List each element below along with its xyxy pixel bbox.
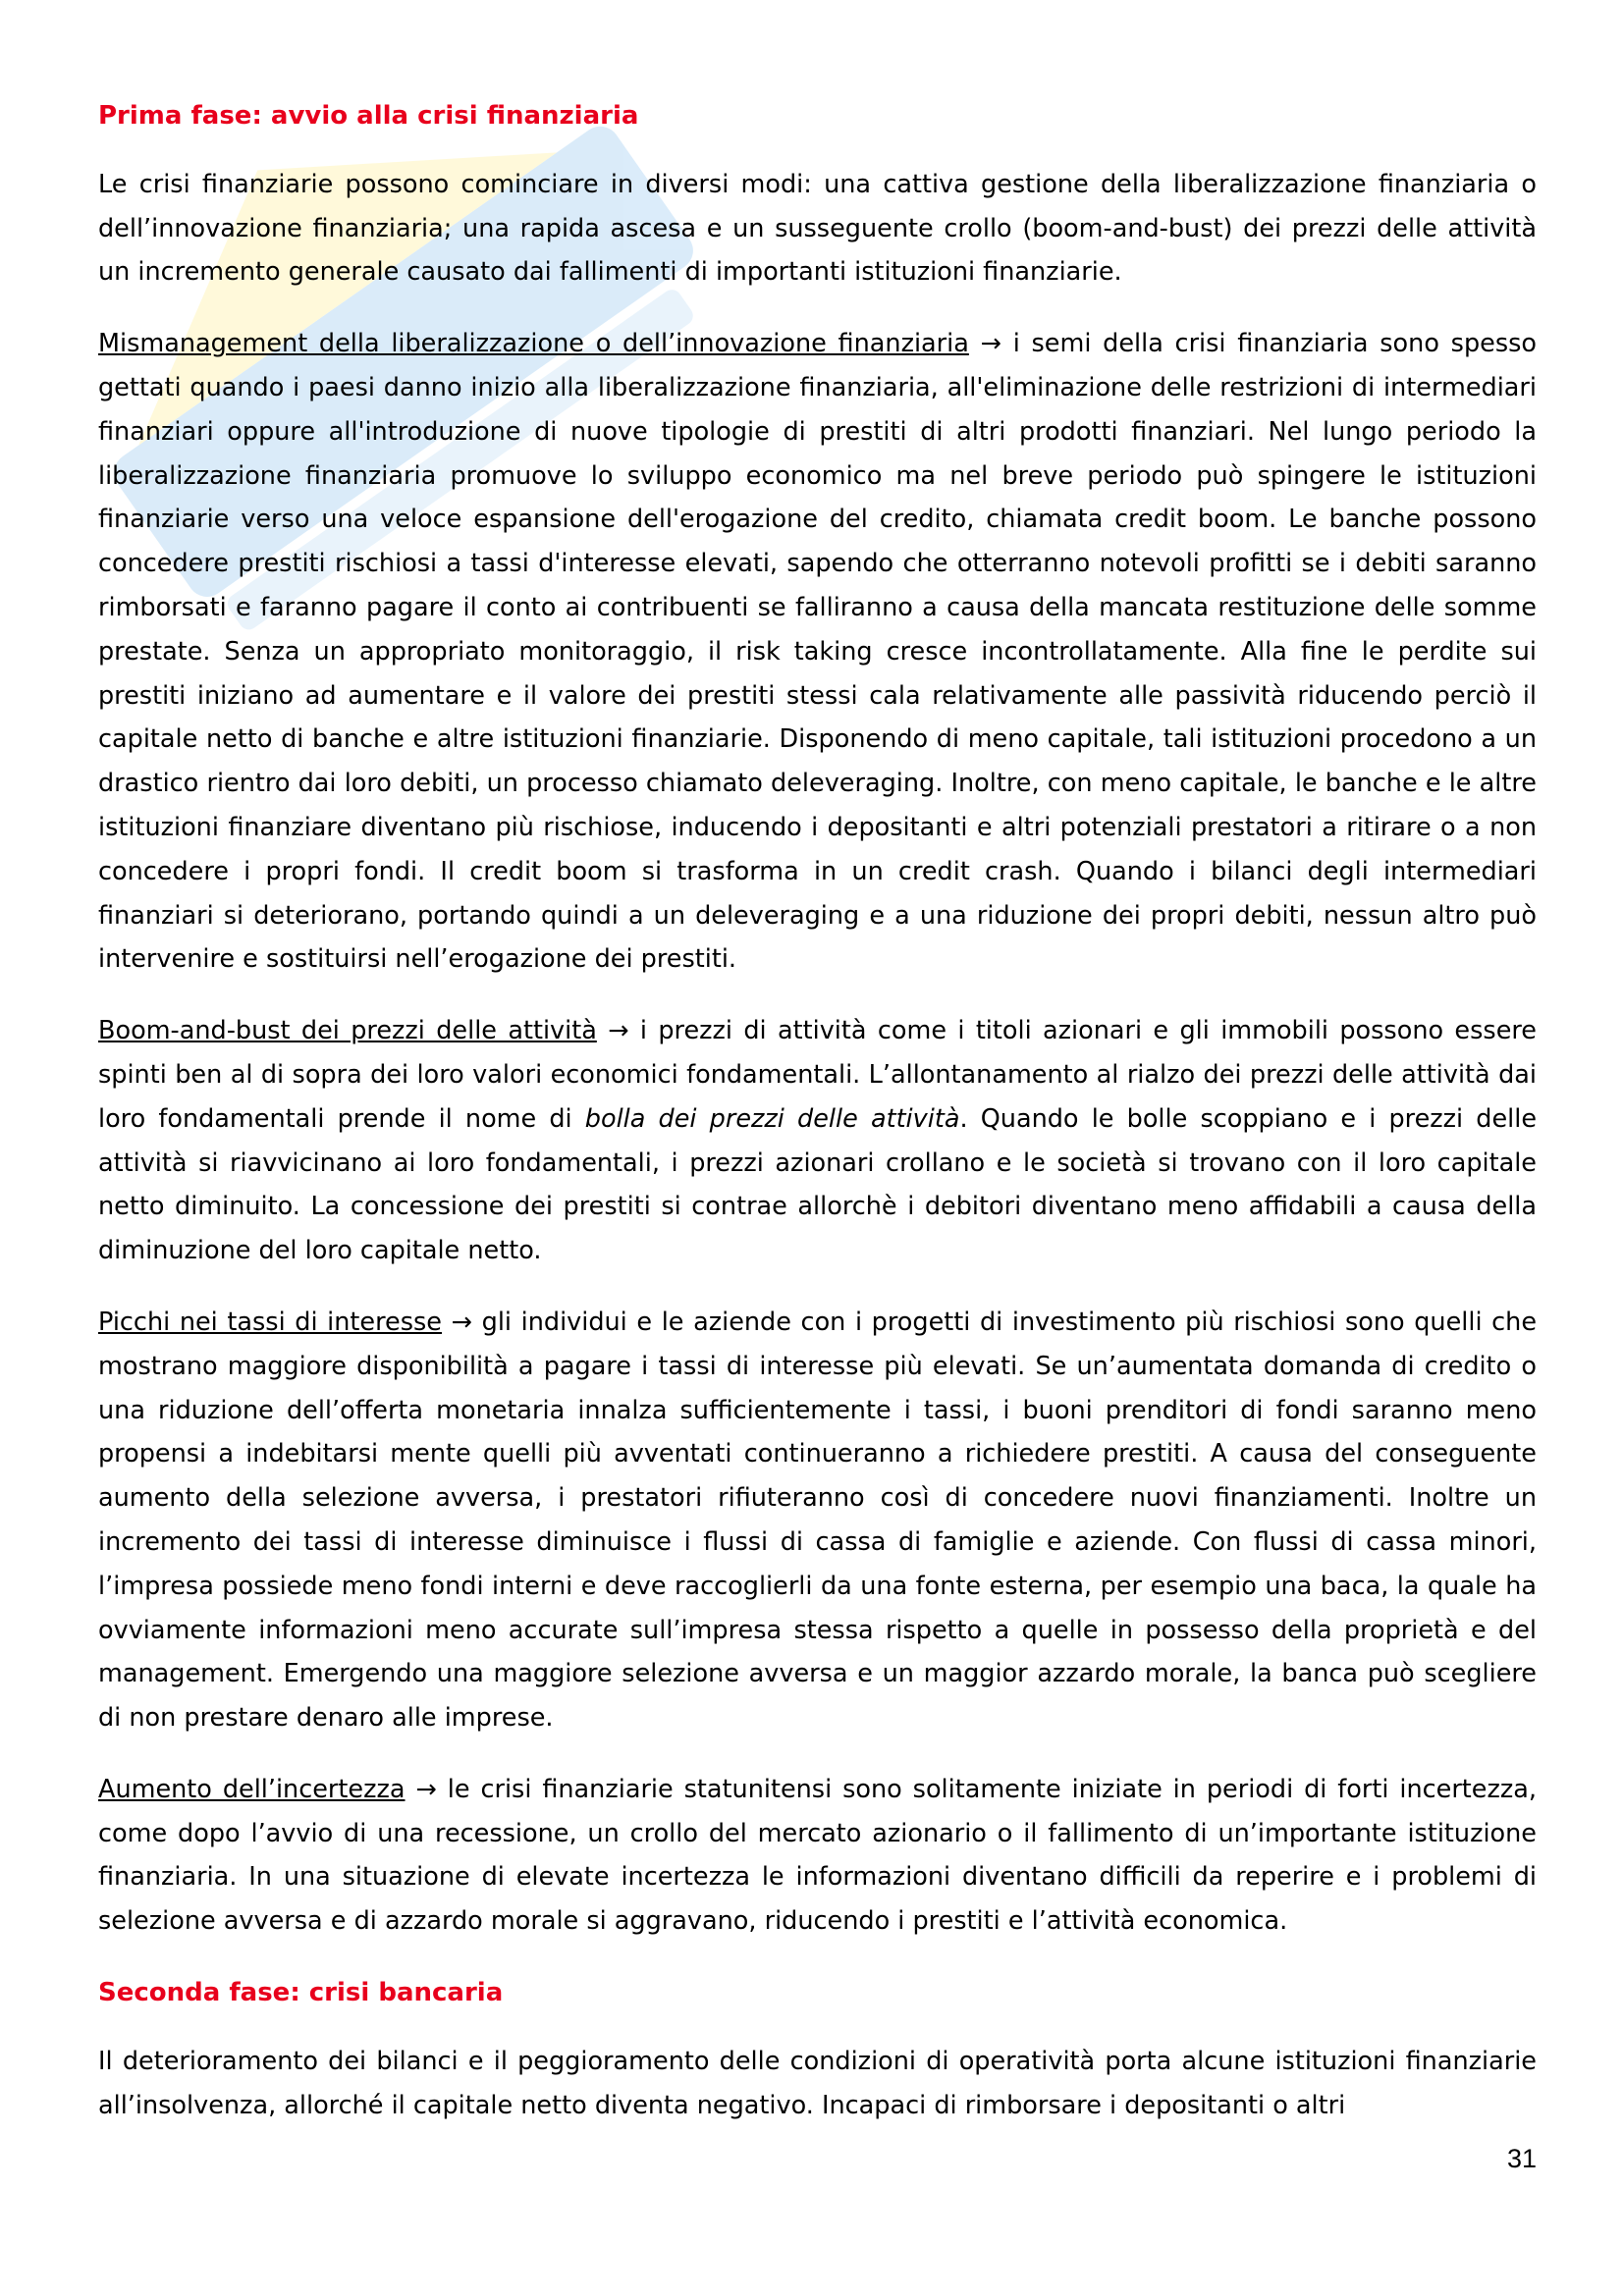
paragraph-picchi-tassi: [98, 1301, 1537, 1740]
paragraph-lead: Mismanagement della liberalizzazione o dell’innovazione finanziaria: [98, 329, 969, 359]
paragraph-lead: Boom-and-bust dei prezzi delle attività: [98, 1016, 597, 1046]
paragraph-boom-and-bust: [98, 1009, 1537, 1273]
paragraph-text: i semi della crisi finanziaria sono spesso gettati quando i paesi danno inizio alla liberalizzazione finanziaria, all'eliminazione delle restrizioni di intermediari finanziari oppure all'introduzione di nuove tipologie di prestiti di altri prodotti finanziari. Nel lungo periodo la liberalizzazione finanziaria promuove lo sviluppo economico ma nel breve periodo può spingere le istituzioni finanziarie verso una veloce espansione dell'erogazione del credito, chiamata credit boom. Le banche possono concedere prestiti rischiosi a tassi d'interesse elevati, sapendo che otterranno notevoli profitti se i debiti saranno rimborsati e faranno pagare il conto ai contribuenti se falliranno a causa della mancata restituzione delle somme prestate. Senza un appropriato monitoraggio, il risk taking cresce incontrollatamente. Alla fine le perdite sui prestiti iniziano ad aumentare e il valore dei prestiti stessi cala relativamente alle passività riducendo perciò il capitale netto di banche e altre istituzioni finanziarie. Disponendo di meno capitale, tali istituzioni procedono a un drastico rientro dai loro debiti, un processo chiamato deleveraging. Inoltre, con meno capitale, le banche e le altre istituzioni finanziare diventano più rischiose, inducendo i depositanti e altri potenziali prestatori a ritirare o a non concedere i propri fondi. Il credit boom si trasforma in un credit crash. Quando i bilanci degli intermediari finanziari si deteriorano, portando quindi a un deleveraging e a una riduzione dei propri debiti, nessun altro può intervenire e sostituirsi nell’erogazione dei prestiti.: [98, 329, 1537, 975]
arrow-icon: →: [980, 329, 1001, 359]
paragraph-text: i prezzi di attività come i titoli azionari e gli immobili possono essere spinti ben al di sopra dei loro valori economici fondamentali. L’allontanamento al rialzo dei prezzi delle attività dai loro fondamentali prende il nome di: [98, 1016, 1537, 1134]
paragraph-lead: Aumento dell’incertezza: [98, 1774, 406, 1804]
intro-paragraph: Il deterioramento dei bilanci e il peggioramento delle condizioni di operatività porta alcune istituzioni finanziarie all’insolvenza, allorché il capitale netto diventa negativo. Incapaci di rimborsare i depositanti o altri: [98, 2046, 1537, 2120]
document-page: [98, 94, 1537, 2155]
section-heading-prima-fase: Prima fase: avvio alla crisi finanziaria: [98, 101, 639, 131]
intro-paragraph: Le crisi finanziarie possono cominciare in diversi modi: una cattiva gestione della liberalizzazione finanziaria o dell’innovazione finanziaria; una rapida ascesa e un susseguente crollo (boom-and-bust) dei prezzi delle attività un incremento generale causato dai fallimenti di importanti istituzioni finanziarie.: [98, 169, 1537, 288]
paragraph-aumento-incertezza: [98, 1768, 1537, 1944]
arrow-icon: →: [415, 1774, 437, 1804]
italic-term: bolla dei prezzi delle attività: [584, 1103, 960, 1134]
arrow-icon: →: [608, 1016, 629, 1046]
paragraph-text: gli individui e le aziende con i progetti di investimento più rischiosi sono quelli che mostrano maggiore disponibilità a pagare i tassi di interesse più elevati. Se un’aumentata domanda di credito o una riduzione dell’offerta monetaria innalza sufficientemente i tassi, i buoni prenditori di fondi saranno meno propensi a indebitarsi mente quelli più avventati continueranno a richiedere prestiti. A causa del conseguente aumento della selezione avversa, i prestatori rifiuteranno così di concedere nuovi finanziamenti. Inoltre un incremento dei tassi di interesse diminuisce i flussi di cassa di famiglie e aziende. Con flussi di cassa minori, l’impresa possiede meno fondi interni e deve raccoglierli da una fonte esterna, per esempio una baca, la quale ha ovviamente informazioni meno accurate sull’impresa stessa rispetto a quelle in possesso della proprietà e del management. Emergendo una maggiore selezione avversa e un maggior azzardo morale, la banca può scegliere di non prestare denaro alle imprese.: [98, 1307, 1538, 1734]
page-number: 31: [1506, 2144, 1537, 2173]
paragraph-lead: Picchi nei tassi di interesse: [98, 1307, 442, 1337]
paragraph-text: le crisi finanziarie statunitensi sono solitamente iniziate in periodi di forti incertezza, come dopo l’avvio di una recessione, un crollo del mercato azionario o il fallimento di un’importante istituzione finanziaria. In una situazione di elevate incertezza le informazioni diventano difficili da reperire e i problemi di selezione avversa e di azzardo morale si aggravano, riducendo i prestiti e l’attività economica.: [98, 1774, 1537, 1937]
section-heading-seconda-fase: Seconda fase: crisi bancaria: [98, 1978, 504, 2008]
paragraph-text-after: . Quando le bolle scoppiano e i prezzi delle attività si riavvicinano ai loro fondamentali, i prezzi azionari crollano e le società si trovano con il loro capitale netto diminuito. La concessione dei prestiti si contrae allorchè i debitori diventano meno affidabili a causa della diminuzione del loro capitale netto.: [98, 1103, 1538, 1266]
arrow-icon: →: [451, 1307, 473, 1337]
paragraph-mismanagement: [98, 322, 1537, 982]
